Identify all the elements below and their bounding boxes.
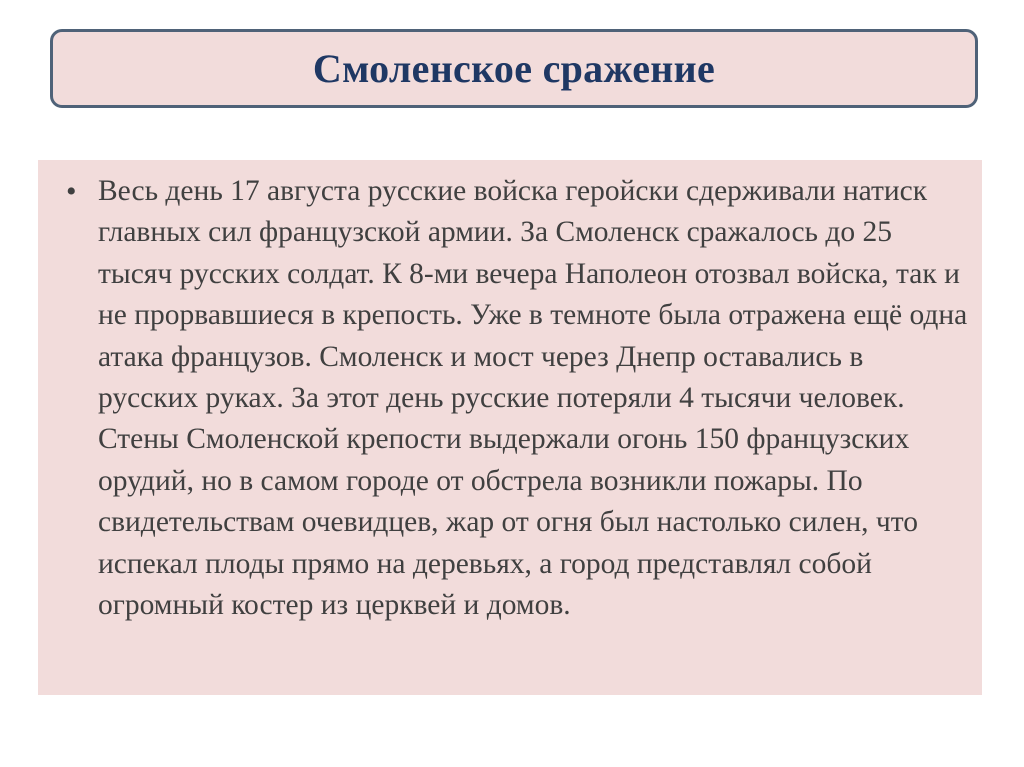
bullet-text: Весь день 17 августа русские войска геройски сдерживали натиск главных сил французской армии. За Смоленск сражалось до 25 тысяч русских солдат. К 8-ми вечера Наполеон отозвал войска, так и не прорвавшиеся в крепость. Уже в темноте была отражена ещё одна атака французов. Смоленск и мост через Днепр оставались в русских руках. За этот день русские потеряли 4 тысячи человек. Стены Смоленской крепости выдержали огонь 150 французских орудий, но в самом городе от обстрела возникли пожары. По свидетельствам очевидцев, жар от огня был настолько силен, что испекал плоды прямо на деревьях, а город представлял собой огромный костер из церквей и домов. xyxy=(98,175,968,622)
slide-title: Смоленское сражение xyxy=(312,46,716,91)
bullet-marker: • xyxy=(66,175,77,208)
title-box xyxy=(50,29,978,108)
bullet-item xyxy=(66,171,968,626)
content-box xyxy=(38,160,982,695)
